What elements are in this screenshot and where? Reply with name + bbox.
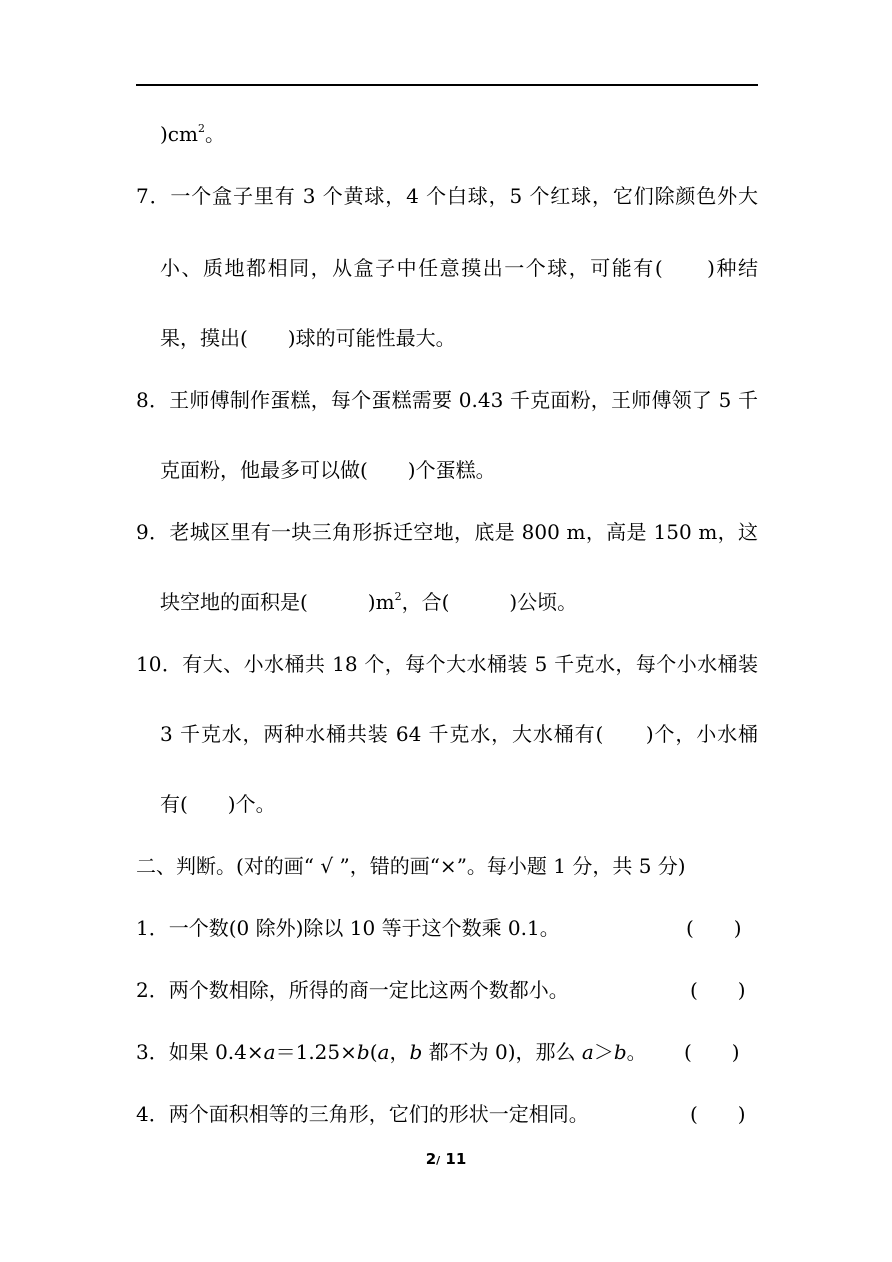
- answer-paren-2[interactable]: ( ): [690, 978, 746, 1002]
- question-7-line-1: 7．一个盒子里有 3 个黄球，4 个白球，5 个红球，它们除颜色外大: [136, 184, 758, 208]
- answer-paren-1[interactable]: ( ): [686, 916, 742, 940]
- page-separator: /: [436, 1154, 441, 1167]
- section-2-heading: 二、判断。(对的画“ √ ”，错的画“×”。每小题 1 分，共 5 分): [136, 854, 686, 878]
- question-10-line-1: 10．有大、小水桶共 18 个，每个大水桶装 5 千克水，每个小水桶装: [136, 652, 758, 676]
- header-rule: [136, 84, 758, 86]
- question-8-line-2: 克面粉，他最多可以做( )个蛋糕。: [160, 458, 496, 482]
- question-9-line-2: 块空地的面积是( )$m^2$，合( )公顷。: [160, 590, 578, 614]
- judgment-item-3: 3．如果 0.4×a＝1.25×b(a，b 都不为 0)，那么 a＞b。: [136, 1040, 647, 1064]
- page-current: 2: [425, 1150, 437, 1168]
- judgment-item-4: 4．两个面积相等的三角形，它们的形状一定相同。: [136, 1102, 589, 1126]
- page-number: [0, 1150, 892, 1168]
- question-7-line-3: 果，摸出( )球的可能性最大。: [160, 326, 456, 350]
- question-8-line-1: 8．王师傅制作蛋糕，每个蛋糕需要 0.43 千克面粉，王师傅领了 5 千: [136, 388, 758, 412]
- question-9-line-1: 9．老城区里有一块三角形拆迁空地，底是 800 m，高是 150 m，这: [136, 520, 758, 544]
- answer-paren-3[interactable]: ( ): [684, 1040, 740, 1064]
- question-10-line-2: 3 千克水，两种水桶共装 64 千克水，大水桶有( )个，小水桶: [160, 722, 758, 746]
- judgment-item-1: 1．一个数(0 除外)除以 10 等于这个数乘 0.1。: [136, 916, 560, 940]
- answer-paren-4[interactable]: ( ): [690, 1102, 746, 1126]
- continuation-line: )$cm^2$。: [160, 122, 225, 146]
- judgment-item-2: 2．两个数相除，所得的商一定比这两个数都小。: [136, 978, 569, 1002]
- question-10-line-3: 有( )个。: [160, 792, 276, 816]
- page-total: 11: [445, 1150, 467, 1168]
- question-7-line-2: 小、质地都相同，从盒子中任意摸出一个球，可能有( )种结: [160, 256, 758, 280]
